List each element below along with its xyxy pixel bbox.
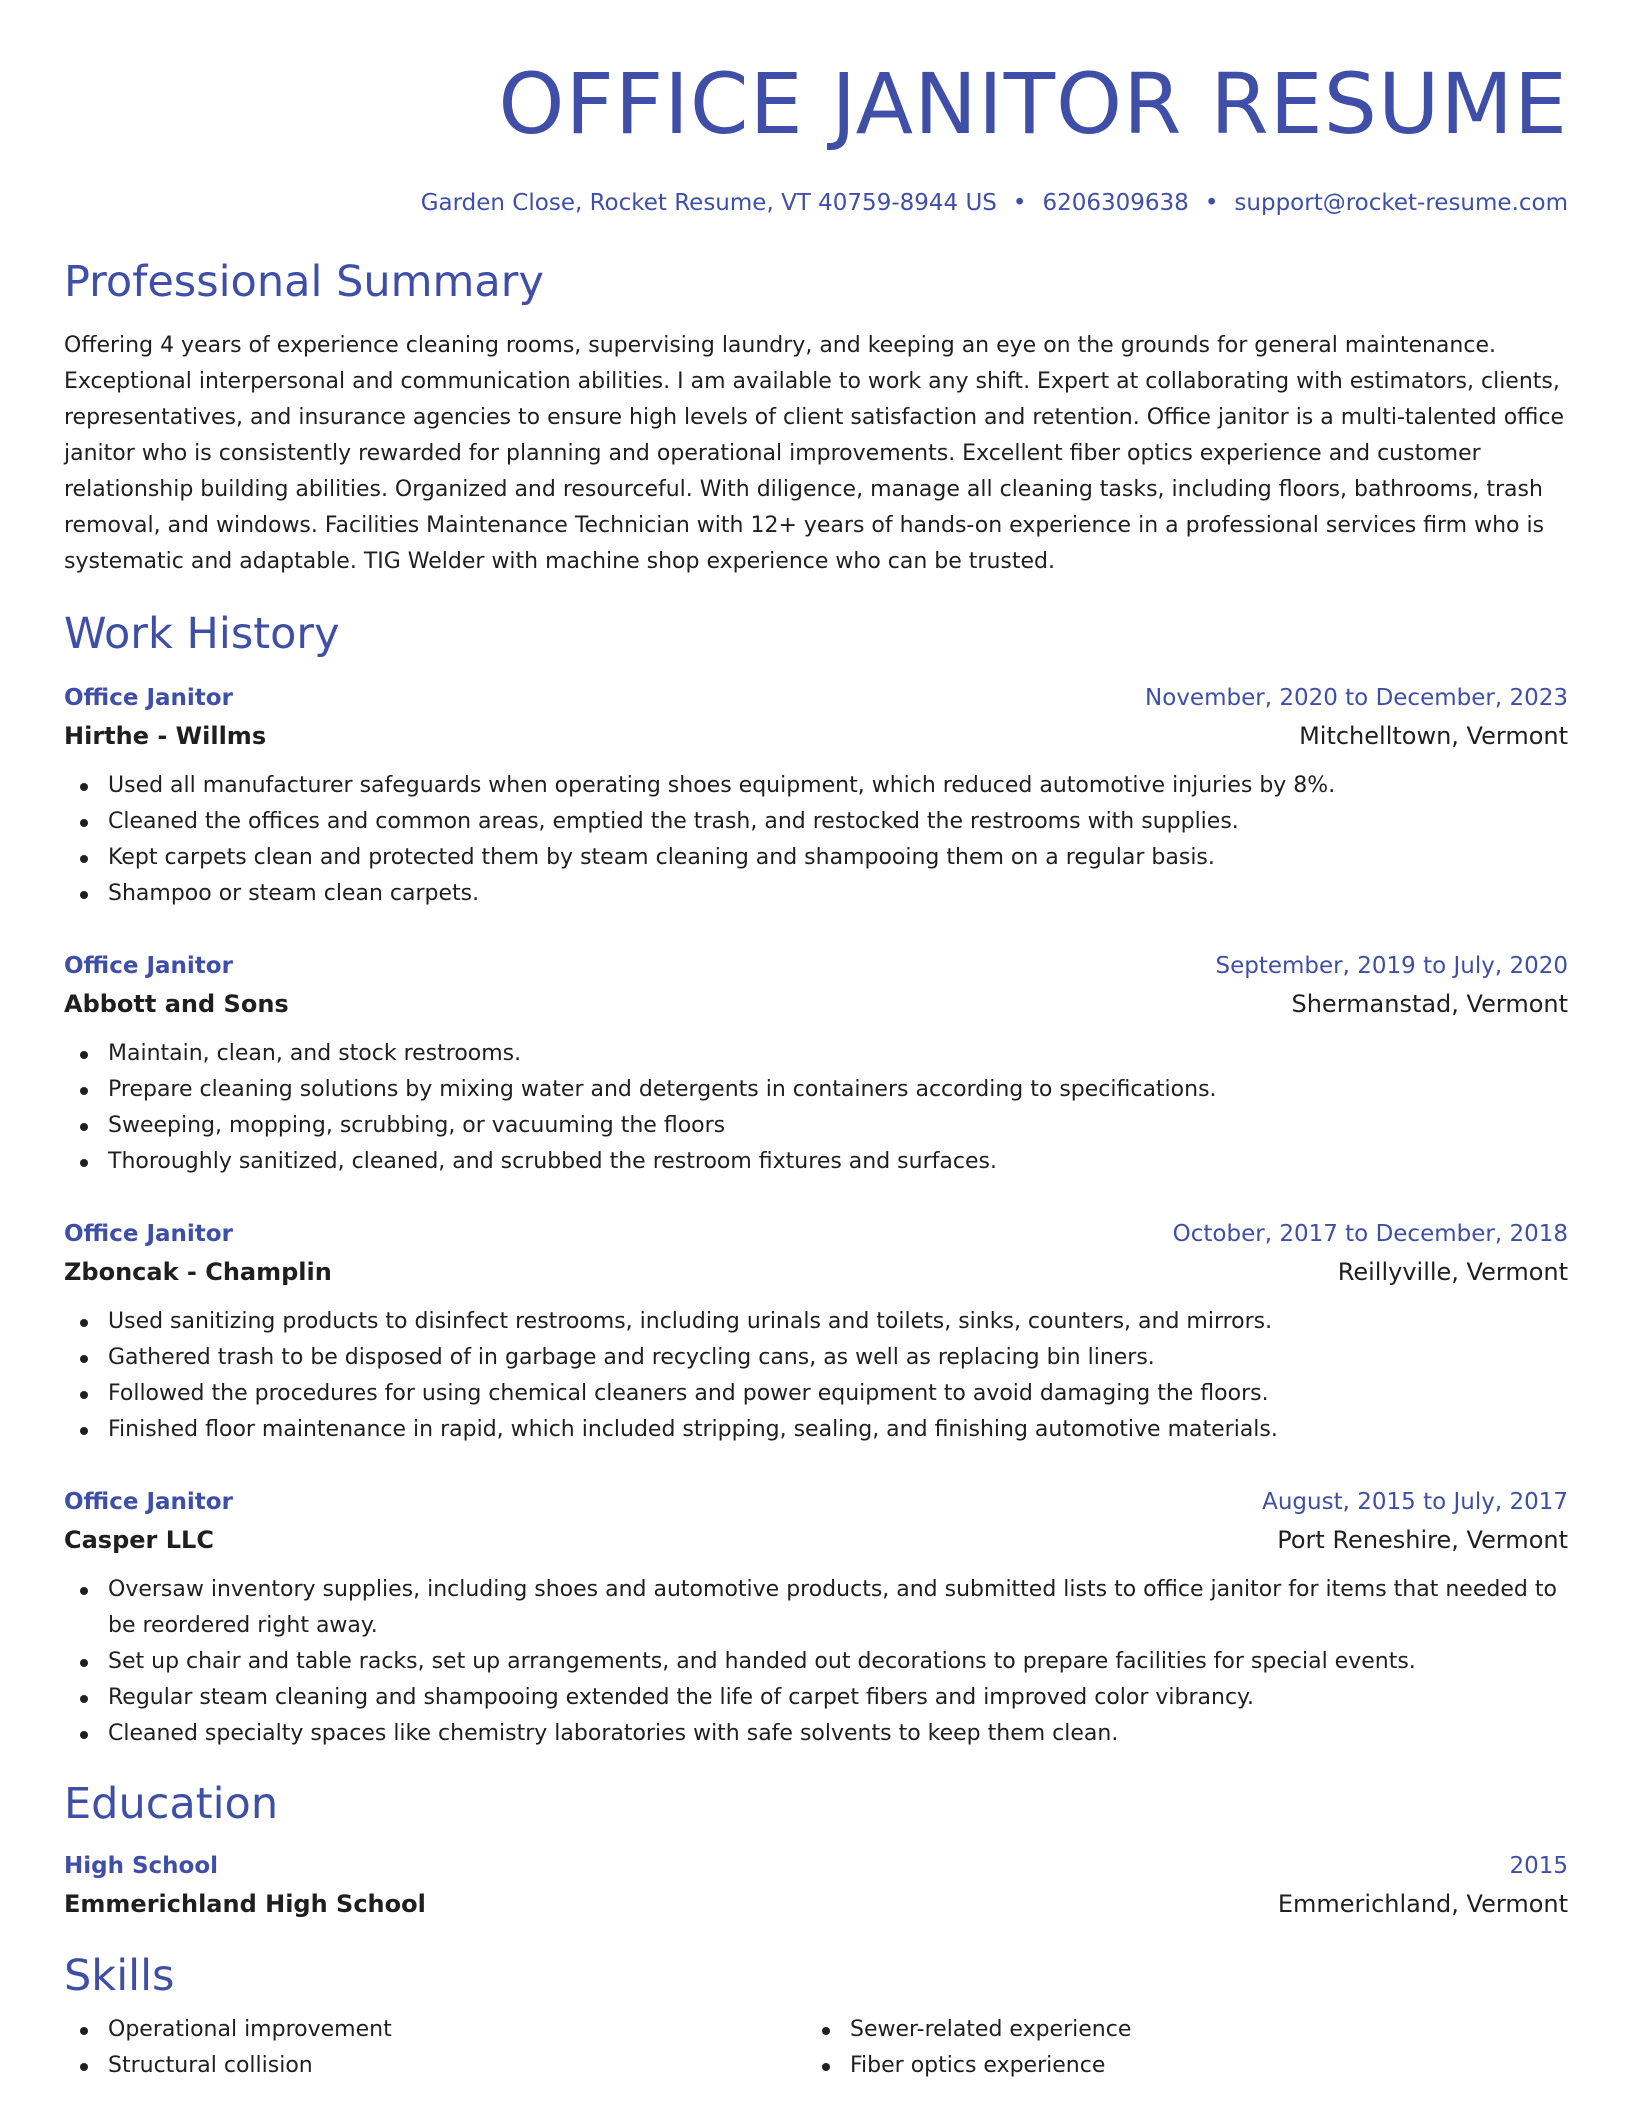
bullet-dot-icon xyxy=(80,2027,88,2035)
skill-item xyxy=(108,2048,806,2084)
job-bullet-text: Used all manufacturer safeguards when operating shoes equipment, which reduced automotive injuries by 8%. xyxy=(108,773,1336,798)
job-bullet-text: Kept carpets clean and protected them by steam cleaning and shampooing them on a regular basis. xyxy=(108,845,1215,870)
job-bullet-list xyxy=(64,768,1568,912)
job-bullet xyxy=(108,1108,1568,1144)
bullet-dot-icon xyxy=(822,2063,830,2071)
job-company: Zboncak - Champlin xyxy=(64,1258,332,1286)
bullet-dot-icon xyxy=(80,1587,88,1595)
skill-text: Fiber optics experience xyxy=(850,2053,1106,2078)
resume-title: OFFICE JANITOR RESUME xyxy=(498,55,1568,153)
job-location: Reillyville, Vermont xyxy=(1337,1258,1568,1286)
skills-column-right xyxy=(806,2012,1548,2084)
job-bullet xyxy=(108,1072,1568,1108)
job-bullet-text: Oversaw inventory supplies, including shoes and automotive products, and submitted lists to office janitor for items that needed to be reordered right away. xyxy=(108,1577,1557,1638)
skill-text: Sewer-related experience xyxy=(850,2017,1132,2042)
bullet-dot-icon xyxy=(80,891,88,899)
job-company-row xyxy=(64,984,1568,1024)
job-entry xyxy=(64,1484,1568,1752)
job-bullet-text: Regular steam cleaning and shampooing extended the life of carpet fibers and improved color vibrancy. xyxy=(108,1685,1254,1710)
job-bullet xyxy=(108,804,1568,840)
bullet-dot-icon xyxy=(80,819,88,827)
job-bullet-text: Sweeping, mopping, scrubbing, or vacuuming the floors xyxy=(108,1113,726,1138)
contact-line xyxy=(64,188,1568,218)
job-company-row xyxy=(64,716,1568,756)
job-bullet xyxy=(108,1716,1568,1752)
bullet-dot-icon xyxy=(80,1319,88,1327)
job-bullet-list xyxy=(64,1572,1568,1752)
contact-phone: 6206309638 xyxy=(1042,190,1189,216)
job-header-row xyxy=(64,1216,1568,1252)
job-bullet-list xyxy=(64,1036,1568,1180)
bullet-dot-icon xyxy=(822,2027,830,2035)
job-entry xyxy=(64,1216,1568,1448)
job-company: Hirthe - Willms xyxy=(64,722,267,750)
summary-heading: Professional Summary xyxy=(64,257,544,307)
skills-grid xyxy=(64,2012,1568,2084)
education-header-row xyxy=(64,1848,1568,1884)
skill-item xyxy=(850,2012,1548,2048)
education-school: Emmerichland High School xyxy=(64,1890,426,1918)
bullet-dot-icon xyxy=(80,1731,88,1739)
education-location: Emmerichland, Vermont xyxy=(1277,1890,1568,1918)
job-bullet-text: Set up chair and table racks, set up arrangements, and handed out decorations to prepare facilities for special events. xyxy=(108,1649,1416,1674)
job-bullet-text: Followed the procedures for using chemical cleaners and power equipment to avoid damaging the floors. xyxy=(108,1381,1269,1406)
job-bullet xyxy=(108,840,1568,876)
summary-text: Offering 4 years of experience cleaning rooms, supervising laundry, and keeping an eye on the grounds for general maintenance. Exceptional interpersonal and communication abilities. I am available to work any shift. Expert at collaborating with estimators, clients, representatives, and insurance agencies to ensure high levels of client satisfaction and retention. Office janitor is a multi-talented office janitor who is consistently rewarded for planning and operational improvements. Excellent fiber optics experience and customer relationship building abilities. Organized and resourceful. With diligence, manage all cleaning tasks, including floors, bathrooms, trash removal, and windows. Facilities Maintenance Technician with 12+ years of hands-on experience in a professional services firm who is systematic and adaptable. TIG Welder with machine shop experience who can be trusted. xyxy=(64,333,1565,574)
job-dates: September, 2019 to July, 2020 xyxy=(1215,953,1568,979)
job-bullet-text: Cleaned specialty spaces like chemistry laboratories with safe solvents to keep them clean. xyxy=(108,1721,1119,1746)
job-bullet-text: Used sanitizing products to disinfect restrooms, including urinals and toilets, sinks, counters, and mirrors. xyxy=(108,1309,1273,1334)
bullet-dot-icon xyxy=(80,1051,88,1059)
work-history-heading: Work History xyxy=(64,609,340,659)
job-bullet xyxy=(108,1036,1568,1072)
job-bullet-text: Prepare cleaning solutions by mixing water and detergents in containers according to specifications. xyxy=(108,1077,1217,1102)
job-dates: August, 2015 to July, 2017 xyxy=(1262,1489,1568,1515)
resume-page xyxy=(64,0,1568,2084)
job-company-row xyxy=(64,1252,1568,1292)
job-bullet xyxy=(108,768,1568,804)
resume-header xyxy=(64,0,1568,218)
job-bullet-text: Shampoo or steam clean carpets. xyxy=(108,881,480,906)
job-dates: November, 2020 to December, 2023 xyxy=(1145,685,1568,711)
skill-item xyxy=(850,2048,1548,2084)
contact-address: Garden Close, Rocket Resume, VT 40759-8944 US xyxy=(420,190,997,216)
skills-column-left xyxy=(64,2012,806,2084)
education-school-row xyxy=(64,1884,1568,1924)
job-bullet-text: Finished floor maintenance in rapid, which included stripping, sealing, and finishing automotive materials. xyxy=(108,1417,1278,1442)
skill-text: Structural collision xyxy=(108,2053,313,2078)
job-location: Shermanstad, Vermont xyxy=(1291,990,1568,1018)
skill-item xyxy=(108,2012,806,2048)
job-bullet xyxy=(108,1376,1568,1412)
bullet-dot-icon xyxy=(80,1159,88,1167)
bullet-dot-icon xyxy=(80,1391,88,1399)
education-year: 2015 xyxy=(1509,1853,1568,1879)
contact-separator: • xyxy=(1204,190,1219,216)
job-bullet xyxy=(108,1644,1568,1680)
job-entry xyxy=(64,680,1568,912)
job-header-row xyxy=(64,1484,1568,1520)
job-header-row xyxy=(64,680,1568,716)
bullet-dot-icon xyxy=(80,2063,88,2071)
job-bullet xyxy=(108,1572,1568,1644)
job-bullet xyxy=(108,1340,1568,1376)
job-dates: October, 2017 to December, 2018 xyxy=(1172,1221,1568,1247)
job-bullet-text: Maintain, clean, and stock restrooms. xyxy=(108,1041,522,1066)
bullet-dot-icon xyxy=(80,1355,88,1363)
job-bullet-text: Gathered trash to be disposed of in garbage and recycling cans, as well as replacing bin liners. xyxy=(108,1345,1155,1370)
job-location: Mitchelltown, Vermont xyxy=(1299,722,1568,750)
job-role: Office Janitor xyxy=(64,685,233,711)
bullet-dot-icon xyxy=(80,783,88,791)
bullet-dot-icon xyxy=(80,1123,88,1131)
education-degree: High School xyxy=(64,1853,219,1879)
job-role: Office Janitor xyxy=(64,1221,233,1247)
job-bullet xyxy=(108,1304,1568,1340)
education-entry xyxy=(64,1848,1568,1924)
education-heading: Education xyxy=(64,1779,279,1829)
job-company: Casper LLC xyxy=(64,1526,214,1554)
contact-separator: • xyxy=(1012,190,1027,216)
job-bullet xyxy=(108,876,1568,912)
job-bullet-list xyxy=(64,1304,1568,1448)
job-location: Port Reneshire, Vermont xyxy=(1277,1526,1568,1554)
job-company-row xyxy=(64,1520,1568,1560)
bullet-dot-icon xyxy=(80,1695,88,1703)
bullet-dot-icon xyxy=(80,1087,88,1095)
skills-heading: Skills xyxy=(64,1951,175,2001)
job-role: Office Janitor xyxy=(64,1489,233,1515)
job-header-row xyxy=(64,948,1568,984)
job-bullet-text: Cleaned the offices and common areas, emptied the trash, and restocked the restrooms with supplies. xyxy=(108,809,1239,834)
job-bullet xyxy=(108,1412,1568,1448)
job-role: Office Janitor xyxy=(64,953,233,979)
job-company: Abbott and Sons xyxy=(64,990,289,1018)
contact-email[interactable]: support@rocket-resume.com xyxy=(1234,190,1568,216)
job-entry xyxy=(64,948,1568,1180)
bullet-dot-icon xyxy=(80,1427,88,1435)
skill-text: Operational improvement xyxy=(108,2017,392,2042)
job-bullet-text: Thoroughly sanitized, cleaned, and scrubbed the restroom fixtures and surfaces. xyxy=(108,1149,997,1174)
bullet-dot-icon xyxy=(80,855,88,863)
job-bullet xyxy=(108,1144,1568,1180)
bullet-dot-icon xyxy=(80,1659,88,1667)
job-bullet xyxy=(108,1680,1568,1716)
